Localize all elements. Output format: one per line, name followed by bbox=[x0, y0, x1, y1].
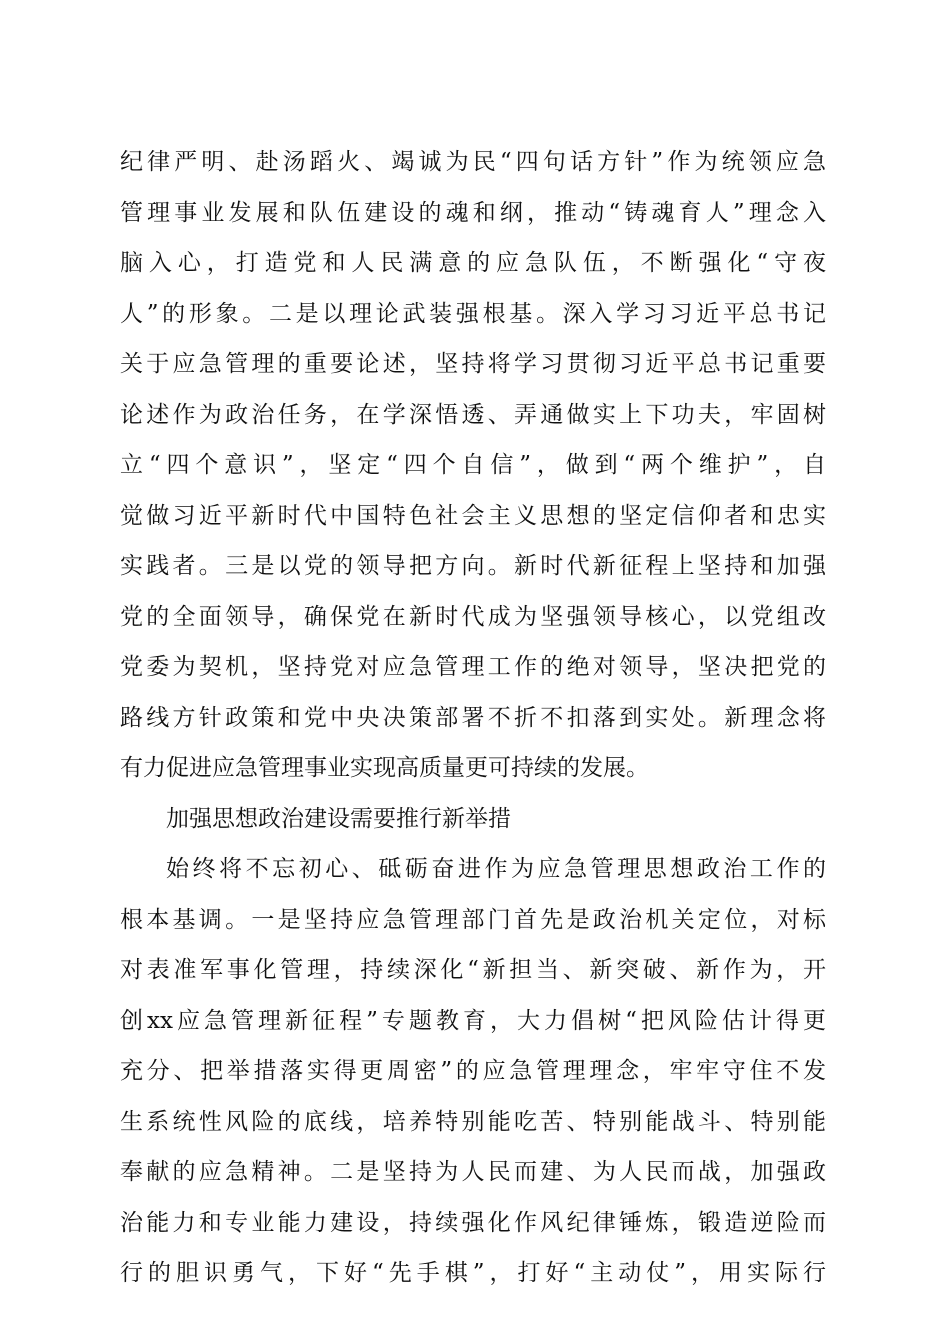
paragraph-line: 党委为契机，坚持党对应急管理工作的绝对领导，坚决把党的 bbox=[120, 654, 826, 680]
document-body bbox=[120, 137, 826, 1299]
paragraph-line: 行的胆识勇气，下好“先手棋”，打好“主动仗”，用实际行 bbox=[120, 1260, 826, 1286]
paragraph-line: 治能力和专业能力建设，持续强化作风纪律锤炼，锻造逆险而 bbox=[120, 1209, 826, 1236]
paragraph-line: 有力促进应急管理事业实现高质量更可持续的发展。 bbox=[120, 755, 649, 781]
paragraph-line: 立“四个意识”，坚定“四个自信”，做到“两个维护”，自 bbox=[120, 452, 826, 478]
paragraph-line: 论述作为政治任务，在学深悟透、弄通做实上下功夫，牢固树 bbox=[120, 401, 826, 428]
paragraph-line: 觉做习近平新时代中国特色社会主义思想的坚定信仰者和忠实 bbox=[120, 502, 826, 529]
section-heading: 加强思想政治建设需要推行新举措 bbox=[166, 805, 511, 832]
paragraph-line: 路线方针政策和党中央决策部署不折不扣落到实处。新理念将 bbox=[120, 704, 826, 731]
paragraph-line: 人”的形象。二是以理论武装强根基。深入学习习近平总书记 bbox=[120, 300, 826, 327]
paragraph-line: 生系统性风险的底线，培养特别能吃苦、特别能战斗、特别能 bbox=[120, 1108, 826, 1135]
paragraph-line: 创xx应急管理新征程”专题教育，大力倡树“把风险估计得更 bbox=[120, 1007, 826, 1034]
paragraph-line: 脑入心，打造党和人民满意的应急队伍，不断强化“守夜 bbox=[120, 250, 826, 276]
paragraph-line: 管理事业发展和队伍建设的魂和纲，推动“铸魂育人”理念入 bbox=[120, 199, 826, 226]
paragraph-1 bbox=[120, 137, 826, 794]
paragraph-2 bbox=[120, 844, 826, 1299]
paragraph-line: 充分、把举措落实得更周密”的应急管理理念，牢牢守住不发 bbox=[120, 1058, 826, 1084]
paragraph-line: 实践者。三是以党的领导把方向。新时代新征程上坚持和加强 bbox=[120, 553, 826, 579]
paragraph-line: 对表准军事化管理，持续深化“新担当、新突破、新作为，开 bbox=[120, 957, 826, 983]
paragraph-line: 根本基调。一是坚持应急管理部门首先是政治机关定位，对标 bbox=[120, 906, 826, 933]
paragraph-line: 关于应急管理的重要论述，坚持将学习贯彻习近平总书记重要 bbox=[120, 351, 826, 377]
paragraph-line: 纪律严明、赴汤蹈火、竭诚为民“四句话方针”作为统领应急 bbox=[120, 149, 826, 175]
paragraph-line: 党的全面领导，确保党在新时代成为坚强领导核心，以党组改 bbox=[120, 603, 826, 630]
paragraph-line: 始终将不忘初心、砥砺奋进作为应急管理思想政治工作的 bbox=[166, 856, 826, 882]
paragraph-line: 奉献的应急精神。二是坚持为人民而建、为人民而战，加强政 bbox=[120, 1159, 826, 1185]
